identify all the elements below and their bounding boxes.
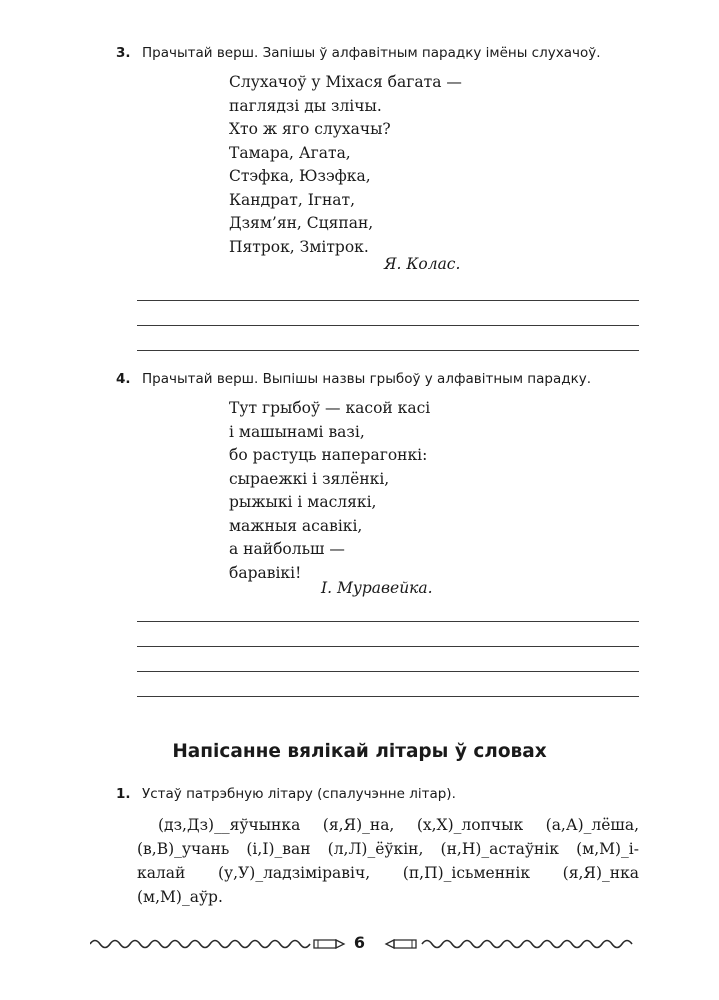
task-instruction: Прачытай верш. Запішы ў алфавітным парадку імёны слухачоў. <box>142 45 601 61</box>
answer-line[interactable] <box>137 646 639 647</box>
answer-line[interactable] <box>137 350 639 351</box>
poem-line: паглядзі ды злічы. <box>229 96 382 115</box>
exercise-line: (в,В)_учань (і,І)_ван (л,Л)_ёўкін, (н,Н)_астаўнік (м,М)_і- <box>137 840 639 858</box>
task-number: 4. <box>116 371 131 387</box>
exercise-1-text <box>137 813 639 909</box>
exercise-line: (м,М)_аўр. <box>137 888 223 906</box>
task-4-heading <box>116 370 591 388</box>
exercise-line: калай (у,У)_ладзіміравіч, (п,П)_ісьменнік (я,Я)_нка <box>137 864 639 882</box>
task-3-heading <box>116 44 600 62</box>
task-instruction: Устаў патрэбную літару (спалучэнне літар). <box>142 786 456 802</box>
answer-line[interactable] <box>137 696 639 697</box>
exercise-1-heading <box>116 785 456 803</box>
poem-line: Тамара, Агата, <box>229 143 351 162</box>
exercise-line: (дз,Дз)__яўчынка (я,Я)_на, (х,Х)_лопчык (а,А)_лёша, <box>158 816 639 834</box>
poem-line: Пятрок, Змітрок. <box>229 237 369 256</box>
task-number: 3. <box>116 45 131 61</box>
section-title: Напісанне вялікай літары ў словах <box>172 741 547 762</box>
answer-line[interactable] <box>137 300 639 301</box>
task-instruction: Прачытай верш. Выпішы назвы грыбоў у алфавітным парадку. <box>142 371 592 387</box>
poem-author: І. Муравейка. <box>321 579 433 597</box>
task-number: 1. <box>116 786 131 802</box>
poem-muraveika <box>229 397 430 585</box>
poem-author: Я. Колас. <box>384 255 461 273</box>
page-number: 6 <box>353 933 366 952</box>
poem-kolas <box>229 71 462 259</box>
poem-line: сыраежкі і зялёнкі, <box>229 469 390 488</box>
poem-line: рыжыкі і маслякі, <box>229 493 377 511</box>
answer-line[interactable] <box>137 671 639 672</box>
poem-line: а найбольш — <box>229 540 345 558</box>
poem-line: бо растуць наперагонкі: <box>229 446 428 464</box>
poem-line: Слухачоў у Міхася багата — <box>229 73 462 91</box>
poem-line: і машынамі вазі, <box>229 422 365 441</box>
poem-line: Кандрат, Ігнат, <box>229 190 356 209</box>
poem-line: Стэфка, Юзэфка, <box>229 167 371 185</box>
answer-line[interactable] <box>137 621 639 622</box>
poem-line: мажныя асавікі, <box>229 516 363 535</box>
poem-line: Дзям’ян, Сцяпан, <box>229 214 374 232</box>
poem-line: баравікі! <box>229 563 302 582</box>
answer-line[interactable] <box>137 325 639 326</box>
poem-line: Тут грыбоў — касой касі <box>229 399 431 417</box>
poem-line: Хто ж яго слухачы? <box>229 120 391 138</box>
